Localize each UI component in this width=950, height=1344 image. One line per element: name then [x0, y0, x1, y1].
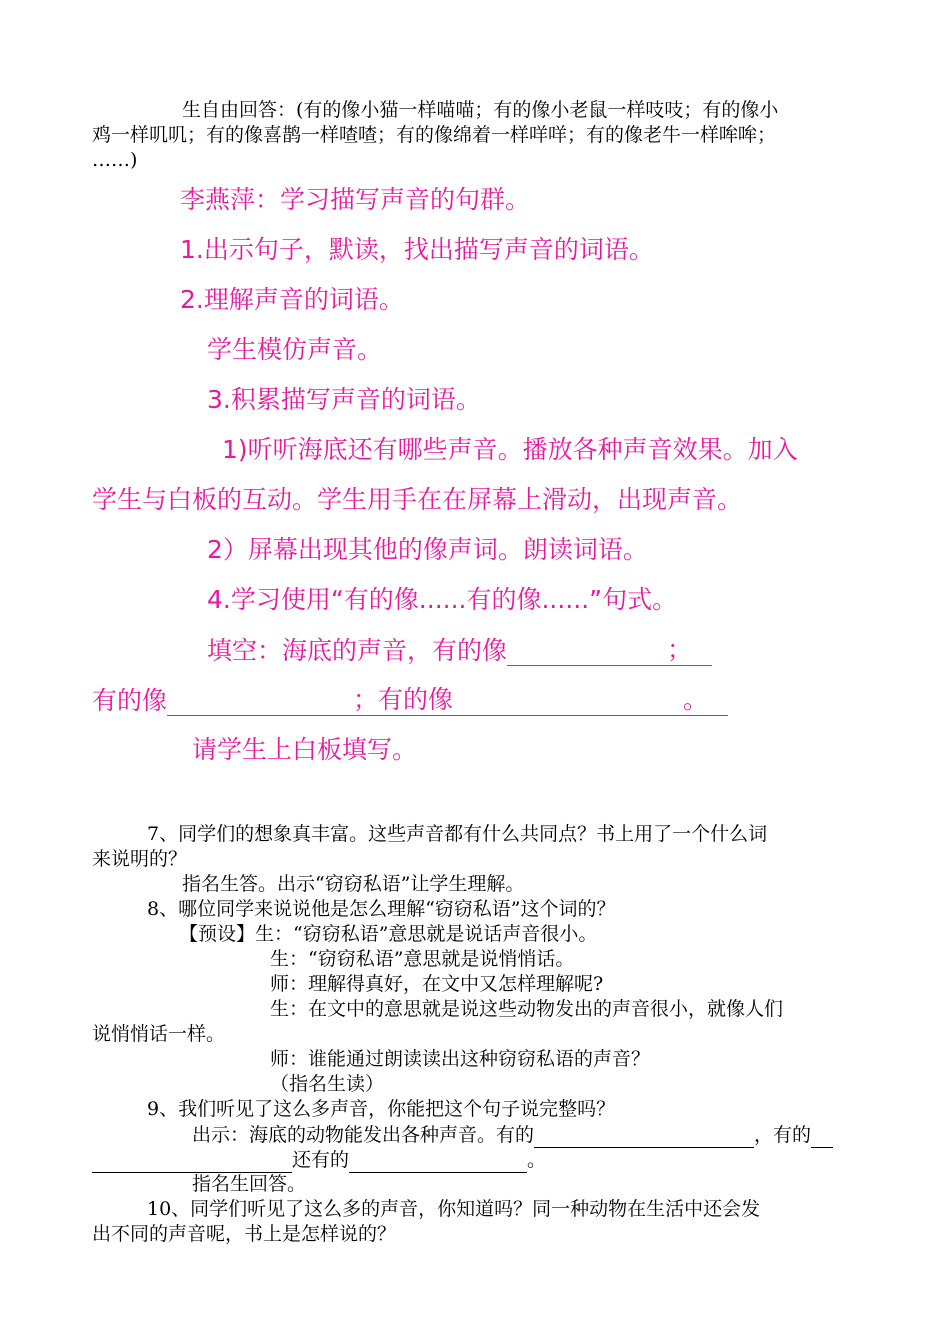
q9-show-c: 还有的	[292, 1149, 350, 1171]
step-3-item-1a: 1)听听海底还有哪些声音。播放各种声音效果。加入	[222, 435, 798, 464]
fill-line-2	[92, 685, 728, 716]
fill-line-2-a: 有的像	[92, 686, 168, 715]
fill-blank-3-tail	[708, 685, 728, 716]
step-2: 2.理解声音的词语。	[180, 285, 404, 314]
fill-blank-1-tail	[692, 635, 712, 666]
q9-blank-1	[534, 1122, 754, 1148]
q7-line-2: 来说明的？	[92, 848, 188, 870]
preset-2: 生：“窃窃私语”意思就是说悄悄话。	[270, 948, 575, 970]
q9-show-line-2	[92, 1147, 546, 1173]
q10-line-2: 出不同的声音呢，书上是怎样说的？	[92, 1223, 397, 1245]
q9-show-d: 。	[527, 1149, 547, 1171]
q10-line-1: 10、同学们听见了这么多的声音，你知道吗？同一种动物在生活中还会发	[147, 1198, 761, 1220]
q9-show-line-1	[192, 1122, 833, 1148]
preset-1: 【预设】生：“窃窃私语”意思就是说话声音很小。	[179, 923, 598, 945]
preset-4a: 生：在文中的意思就是说这些动物发出的声音很小，就像人们	[270, 998, 784, 1020]
q9-answer: 指名生回答。	[192, 1173, 307, 1195]
step-2-note: 学生模仿声音。	[207, 335, 383, 364]
preset-3: 师：理解得真好，在文中又怎样理解呢?	[270, 973, 604, 995]
q9: 9、我们听见了这么多声音，你能把这个句子说完整吗？	[147, 1098, 616, 1120]
q9-blank-2b	[92, 1147, 292, 1173]
q9-blank-2a	[811, 1122, 833, 1148]
section-heading: 李燕萍：学习描写声音的句群。	[180, 185, 531, 214]
step-1: 1.出示句子，默读，找出描写声音的词语。	[180, 235, 654, 264]
step-4-note: 请学生上白板填写。	[192, 735, 418, 764]
fill-blank-1	[507, 635, 667, 666]
fill-line-1-suffix: ；	[667, 635, 693, 664]
step-3-item-1b: 学生与白板的互动。学生用手在在屏幕上滑动，出现声音。	[92, 485, 743, 514]
q8: 8、哪位同学来说说他是怎么理解“窃窃私语”这个词的？	[147, 898, 616, 920]
fill-line-1	[207, 635, 712, 666]
step-3-item-2: 2）屏幕出现其他的像声词。朗读词语。	[207, 535, 648, 564]
step-4: 4.学习使用“有的像......有的像......”句式。	[207, 585, 678, 614]
intro-line-3: ……)	[92, 149, 138, 171]
preset-4b: 说悄悄话一样。	[92, 1023, 226, 1045]
fill-line-2-end: 。	[683, 685, 709, 714]
q9-blank-3	[349, 1147, 527, 1173]
fill-line-1-prefix: 填空：海底的声音，有的像	[207, 636, 508, 665]
fill-line-2-b: ；有的像	[353, 685, 454, 714]
preset-5: 师：谁能通过朗读读出这种窃窃私语的声音？	[270, 1048, 651, 1070]
q7-line-1: 7、同学们的想象真丰富。这些声音都有什么共同点？书上用了一个什么词	[147, 823, 768, 845]
intro-line-1: 生自由回答：(有的像小猫一样喵喵；有的像小老鼠一样吱吱；有的像小	[182, 99, 779, 121]
q7-answer: 指名生答。出示“窃窃私语”让学生理解。	[182, 873, 525, 895]
q9-show-b: ，有的	[754, 1124, 812, 1146]
fill-blank-3	[453, 685, 683, 716]
preset-6: （指名生读）	[270, 1073, 385, 1095]
q9-show-a: 出示：海底的动物能发出各种声音。有的	[192, 1124, 535, 1146]
intro-line-2: 鸡一样叽叽；有的像喜鹊一样喳喳；有的像绵着一样咩咩；有的像老牛一样哞哞；	[92, 124, 777, 146]
step-3: 3.积累描写声音的词语。	[207, 385, 481, 414]
fill-blank-2	[167, 685, 353, 716]
